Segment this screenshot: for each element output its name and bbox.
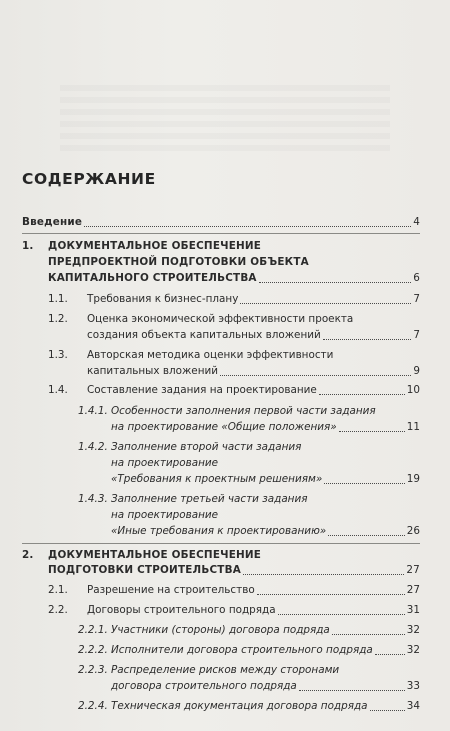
toc-page: 32 [406, 644, 420, 656]
toc-page: 6 [413, 272, 420, 284]
section-number: 2.1. [48, 584, 68, 596]
dot-leader [375, 653, 405, 655]
toc-entry-1-2 [87, 329, 420, 343]
subsection-number: 1.4.2. [78, 441, 108, 453]
subsection-number: 1.4.1. [78, 405, 108, 417]
toc-entry-2-2-3 [111, 680, 420, 694]
toc-entry-2-2 [87, 604, 420, 618]
chapter-title-line: ДОКУМЕНТАЛЬНОЕ ОБЕСПЕЧЕНИЕ [48, 240, 262, 252]
toc-label: Требования к бизнес-плану [87, 293, 239, 305]
subsection-number: 2.2.2. [78, 644, 108, 656]
dot-leader [319, 393, 405, 395]
toc-label: Особенности заполнения первой части задания [111, 405, 376, 417]
toc-entry-chapter-1 [48, 272, 420, 286]
dot-leader [339, 430, 405, 432]
chapter-title-line: КАПИТАЛЬНОГО СТРОИТЕЛЬСТВА [48, 272, 257, 284]
dot-leader [278, 613, 405, 615]
dot-leader [299, 689, 405, 691]
divider [22, 233, 420, 234]
dot-leader [323, 338, 412, 340]
chapter-number: 1. [22, 240, 34, 252]
chapter-number: 2. [22, 549, 34, 561]
toc-label: на проектирование «Общие положения» [111, 421, 337, 433]
toc-page: 31 [406, 604, 420, 616]
toc-entry-1-4-3 [111, 525, 420, 539]
toc-label: Исполнители договора строительного подряда [111, 644, 373, 656]
toc-entry-2-2-4 [111, 700, 420, 714]
dot-leader [259, 281, 412, 283]
bleed-through-text [60, 85, 390, 155]
dot-leader [240, 302, 411, 304]
dot-leader [220, 374, 411, 376]
section-number: 1.2. [48, 313, 68, 325]
toc-page: 33 [406, 680, 420, 692]
page-title: СОДЕРЖАНИЕ [22, 170, 156, 188]
toc-page: 27 [406, 564, 420, 576]
toc-entry-chapter-2 [48, 564, 420, 578]
dot-leader [328, 534, 405, 536]
toc-label: Введение [22, 216, 83, 228]
toc-label: Разрешение на строительство [87, 584, 255, 596]
dot-leader [257, 593, 405, 595]
subsection-number: 1.4.3. [78, 493, 108, 505]
chapter-title-line: ДОКУМЕНТАЛЬНОЕ ОБЕСПЕЧЕНИЕ [48, 549, 262, 561]
toc-label: Составление задания на проектирование [87, 384, 317, 396]
toc-page: 27 [406, 584, 420, 596]
dot-leader [324, 482, 405, 484]
dot-leader [332, 633, 405, 635]
section-number: 1.3. [48, 349, 68, 361]
toc-entry-1-4 [87, 384, 420, 398]
toc-entry-1-4-1 [111, 421, 420, 435]
dot-leader [243, 573, 404, 575]
toc-label: Авторская методика оценки эффективности [87, 349, 334, 361]
dot-leader [370, 709, 405, 711]
toc-label: Участники (стороны) договора подряда [111, 624, 330, 636]
toc-page: 7 [413, 329, 420, 341]
toc-label: Заполнение третьей части задания [111, 493, 308, 505]
toc-label: капитальных вложений [87, 365, 218, 377]
toc-label: Техническая документация договора подряда [111, 700, 368, 712]
toc-label: на проектирование [111, 457, 219, 469]
subsection-number: 2.2.3. [78, 664, 108, 676]
toc-page: 26 [406, 525, 420, 537]
toc-page: 7 [413, 293, 420, 305]
toc-page: 11 [406, 421, 420, 433]
divider [22, 543, 420, 544]
subsection-number: 2.2.4. [78, 700, 108, 712]
chapter-title-line: ПОДГОТОВКИ СТРОИТЕЛЬСТВА [48, 564, 241, 576]
toc-page: 10 [406, 384, 420, 396]
toc-page: 34 [406, 700, 420, 712]
toc-page: 4 [413, 216, 420, 228]
toc-entry-1-1 [87, 293, 420, 307]
toc-label: Договоры строительного подряда [87, 604, 276, 616]
section-number: 1.4. [48, 384, 68, 396]
toc-page: 32 [406, 624, 420, 636]
section-number: 1.1. [48, 293, 68, 305]
toc-entry-1-4-2 [111, 473, 420, 487]
toc-label: «Требования к проектным решениям» [111, 473, 323, 485]
subsection-number: 2.2.1. [78, 624, 108, 636]
toc-entry-intro [22, 216, 420, 230]
toc-entry-2-1 [87, 584, 420, 598]
toc-page: 9 [413, 365, 420, 377]
section-number: 2.2. [48, 604, 68, 616]
toc-page: 19 [406, 473, 420, 485]
toc-label: «Иные требования к проектированию» [111, 525, 327, 537]
toc-label: на проектирование [111, 509, 219, 521]
dot-leader [84, 225, 411, 227]
toc-label: Оценка экономической эффективности проекта [87, 313, 354, 325]
chapter-title-line: ПРЕДПРОЕКТНОЙ ПОДГОТОВКИ ОБЪЕКТА [48, 256, 309, 268]
toc-label: Распределение рисков между сторонами [111, 664, 340, 676]
toc-entry-1-3 [87, 365, 420, 379]
toc-label: создания объекта капитальных вложений [87, 329, 321, 341]
toc-entry-2-2-1 [111, 624, 420, 638]
toc-label: договора строительного подряда [111, 680, 297, 692]
toc-label: Заполнение второй части задания [111, 441, 302, 453]
toc-entry-2-2-2 [111, 644, 420, 658]
